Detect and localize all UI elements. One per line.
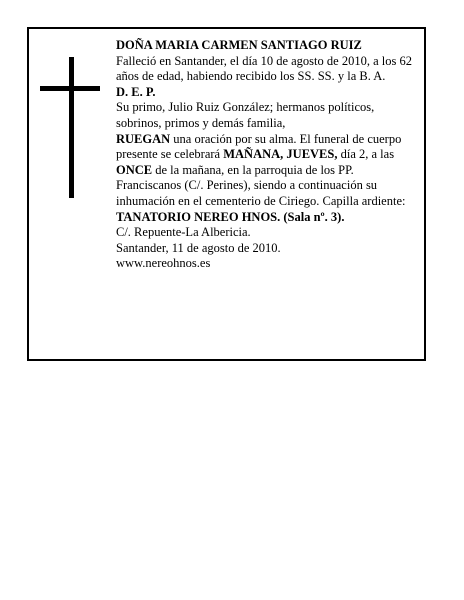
cross-horizontal-bar: [40, 86, 100, 91]
address-line: C/. Repuente-La Albericia.: [116, 225, 251, 240]
prayer-text-2: día 2, a las: [337, 147, 395, 162]
dep-line: D. E. P.: [116, 84, 156, 99]
deceased-name: DOÑA MARIA CARMEN SANTIAGO RUIZ: [116, 38, 362, 52]
once-word: ONCE: [116, 162, 153, 177]
tanatorio-name: TANATORIO NEREO HNOS. (Sala nº. 3).: [116, 209, 345, 224]
death-paragraph: Falleció en Santander, el día 10 de agosto de 2010, a los 62 años de edad, habiendo recibido los SS. SS. y la B. A.: [116, 53, 412, 84]
prayer-paragraph: [116, 132, 416, 226]
manana-jueves: MAÑANA, JUEVES,: [223, 147, 338, 162]
obituary-notice: [27, 27, 426, 361]
obituary-text: [116, 38, 416, 272]
prayer-text-1: una oración por su alma. El funeral de cuerpo presente se celebrará: [116, 131, 402, 162]
cross-vertical-bar: [69, 57, 74, 198]
family-paragraph: Su primo, Julio Ruiz González; hermanos políticos, sobrinos, primos y demás familia,: [116, 100, 375, 130]
date-line: Santander, 11 de agosto de 2010.: [116, 240, 281, 255]
website-line: www.nereohnos.es: [116, 256, 211, 271]
ruegan-word: RUEGAN: [116, 131, 171, 146]
prayer-text-3: de la mañana, en la parroquia de los PP. Franciscanos (C/. Perines), siendo a continuación su inhumación en el cementerio de Ciriego. Capilla ardiente:: [116, 162, 406, 208]
